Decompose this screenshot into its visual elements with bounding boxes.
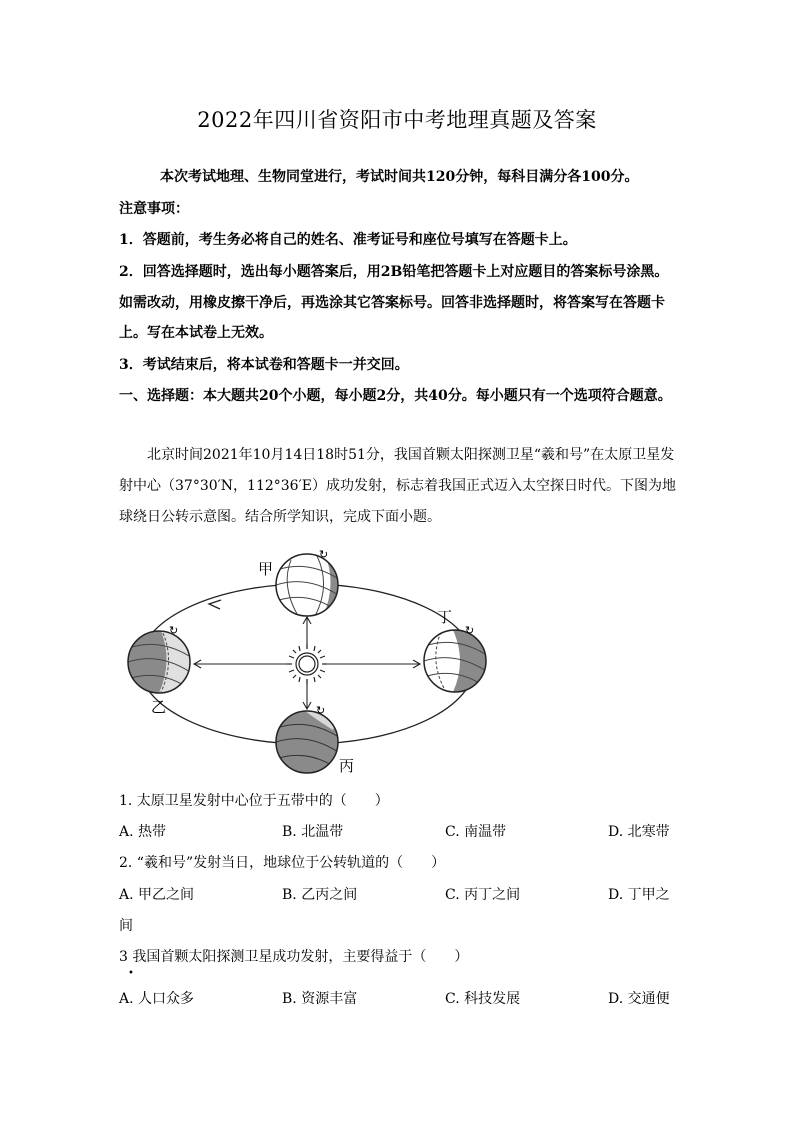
label-bing: 丙	[339, 757, 355, 775]
notes-heading: 注意事项：	[119, 201, 189, 217]
label-yi: 乙	[151, 698, 167, 716]
orbit-direction-arrow	[209, 600, 221, 609]
page-title: 2022年四川省资阳市中考地理真题及答案	[197, 108, 597, 132]
q1-option-d[interactable]: D. 北寒带	[608, 824, 670, 840]
reading-passage: 北京时间2021年10月14日18时51分，我国首颗太阳探测卫星“羲和号”在太原卫星发射中心（37°30′N，112°36′E）成功发射，标志着我国正式迈入太空探日时代。下图为地球绕日公转示意图。结合所学知识，完成下面小题。	[119, 447, 676, 525]
q1-option-c[interactable]: C. 南温带	[445, 824, 507, 840]
note-2-cont: 如需改动，用橡皮擦干净后，再选涂其它答案标号。回答非选择题时，将答案写在答题卡	[119, 295, 665, 311]
q2-option-a[interactable]: A. 甲乙之间	[119, 887, 195, 903]
label-jia: 甲	[258, 560, 274, 578]
label-ding: 丁	[437, 608, 453, 626]
q3-option-b[interactable]: B. 资源丰富	[282, 991, 358, 1007]
question-1: 1. 太原卫星发射中心位于五带中的（ ）	[119, 793, 389, 809]
q3-option-c[interactable]: C. 科技发展	[445, 991, 521, 1007]
q3-option-a[interactable]: A. 人口众多	[119, 991, 195, 1007]
note-3: 3．考试结束后，将本试卷和答题卡一并交回。	[119, 357, 409, 373]
note-2-end: 上。写在本试卷上无效。	[119, 325, 273, 341]
q2-option-d-wrap: 间	[119, 918, 133, 934]
section-heading: 一、选择题：本大题共20个小题，每小题2分，共40分。每小题只有一个选项符合题意。	[119, 388, 672, 404]
question-3: 3 我国首颗太阳探测卫星成功发射，主要得益于（ ）	[119, 949, 469, 965]
stray-dot: •	[128, 968, 134, 979]
q2-option-c[interactable]: C. 丙丁之间	[445, 887, 521, 903]
q3-option-d[interactable]: D. 交通便	[608, 991, 670, 1007]
sun-icon	[287, 644, 327, 684]
q2-option-b[interactable]: B. 乙丙之间	[282, 887, 358, 903]
q2-option-d[interactable]: D. 丁甲之	[608, 887, 670, 903]
svg-text:↻: ↻	[316, 704, 326, 717]
note-2: 2．回答选择题时，选出每小题答案后，用2B铅笔把答题卡上对应题目的答案标号涂黑。	[119, 264, 669, 280]
q1-option-b[interactable]: B. 北温带	[282, 824, 344, 840]
svg-text:↻: ↻	[465, 624, 475, 637]
rotation-icon: ↻	[319, 548, 329, 561]
earth-orbit-diagram	[119, 540, 499, 780]
question-2: 2. “羲和号”发射当日，地球位于公转轨道的（ ）	[119, 855, 446, 871]
note-1: 1．答题前，考生务必将自己的姓名、准考证号和座位号填写在答题卡上。	[119, 232, 577, 248]
svg-text:↻: ↻	[169, 624, 179, 637]
exam-intro: 本次考试地理、生物同堂进行，考试时间共120分钟，每科目满分各100分。	[160, 169, 639, 185]
q1-option-a[interactable]: A. 热带	[119, 824, 167, 840]
